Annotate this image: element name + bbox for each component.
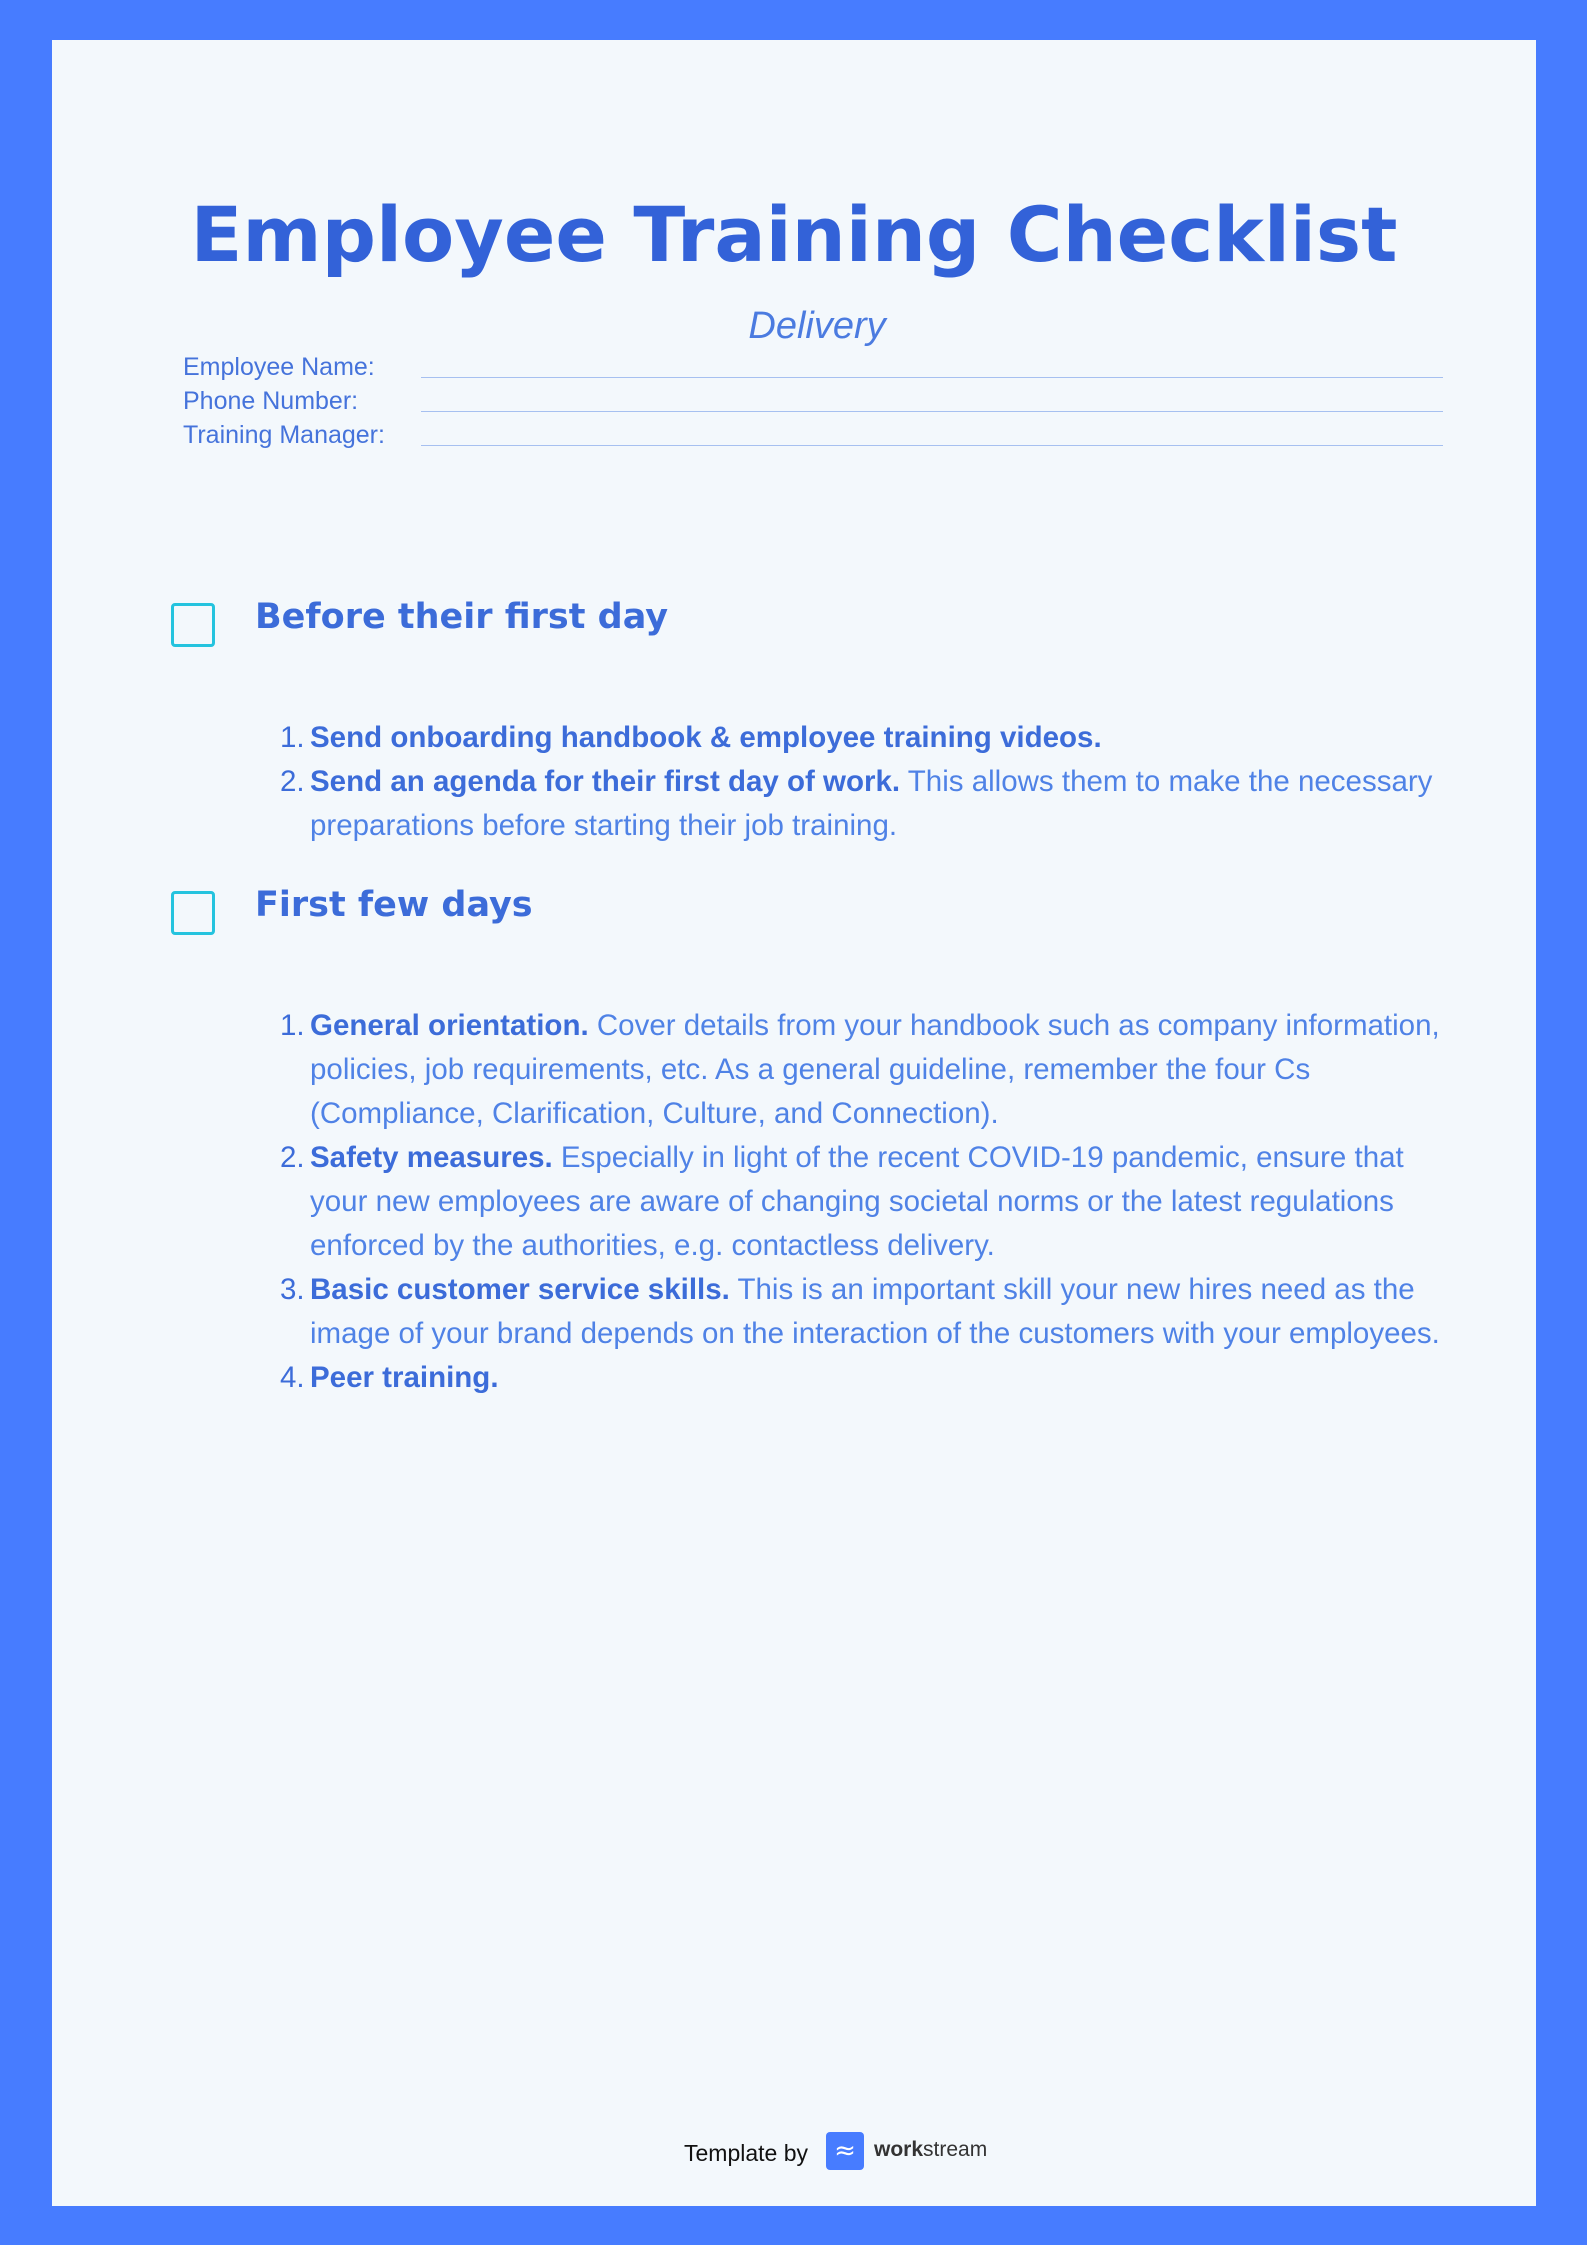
- section-title: Before their first day: [255, 597, 669, 637]
- page-subtitle: Delivery: [748, 305, 886, 347]
- list-item-bold: General orientation.: [310, 1009, 589, 1042]
- list-item-number: 4.: [280, 1361, 305, 1394]
- list-item-bold: Safety measures.: [310, 1141, 553, 1174]
- list-item-number: 2.: [280, 765, 305, 798]
- phone-number-field[interactable]: [183, 387, 1443, 421]
- document-page: [52, 40, 1536, 2206]
- training-manager-field[interactable]: [183, 421, 1443, 455]
- template-by-text: Template by: [684, 2140, 809, 2166]
- list-item: [280, 716, 1450, 760]
- list-item-text: Cover details from your handbook such as company information, policies, job requirements, etc. As a general guideline, remember the four Cs (Compliance, Clarification, Culture, and Connection).: [310, 1009, 1440, 1130]
- list-item-number: 2.: [280, 1141, 305, 1174]
- employee-name-line[interactable]: [421, 377, 1443, 378]
- list-item-number: 1.: [280, 1009, 305, 1042]
- list-item: [280, 1268, 1450, 1356]
- section-item-list: [280, 716, 1450, 848]
- list-item-bold: Peer training.: [310, 1361, 499, 1394]
- list-item: [280, 1356, 1450, 1400]
- workstream-brand[interactable]: [874, 2138, 987, 2162]
- list-item: [280, 1136, 1450, 1268]
- list-item: [280, 1004, 1450, 1136]
- list-item: [280, 760, 1450, 848]
- section-item-list: [280, 1004, 1450, 1400]
- list-item-text: This allows them to make the necessary preparations before starting their job training.: [310, 765, 1433, 842]
- list-item-bold: Send onboarding handbook & employee training videos.: [310, 721, 1102, 754]
- phone-number-label: Phone Number:: [183, 387, 359, 415]
- section-checkbox[interactable]: [171, 603, 215, 647]
- employee-name-label: Employee Name:: [183, 353, 375, 381]
- list-item-bold: Send an agenda for their first day of work.: [310, 765, 901, 798]
- page-title: Employee Training Checklist: [190, 190, 1398, 279]
- workstream-logo-icon[interactable]: ≈: [826, 2132, 864, 2170]
- section-checkbox[interactable]: [171, 891, 215, 935]
- list-item-text: Especially in light of the recent COVID-19 pandemic, ensure that your new employees are aware of changing societal norms or the latest regulations enforced by the authorities, e.g. contactless delivery.: [310, 1141, 1404, 1262]
- brand-rest: stream: [923, 2138, 988, 2161]
- list-item-number: 1.: [280, 721, 305, 754]
- list-item-bold: Basic customer service skills.: [310, 1273, 730, 1306]
- training-manager-label: Training Manager:: [183, 421, 385, 449]
- brand-bold: work: [874, 2138, 924, 2161]
- list-item-number: 3.: [280, 1273, 305, 1306]
- list-item-text: This is an important skill your new hires need as the image of your brand depends on the interaction of the customers with your employees.: [310, 1273, 1440, 1350]
- employee-name-field[interactable]: [183, 353, 1443, 387]
- phone-number-line[interactable]: [421, 411, 1443, 412]
- section-title: First few days: [255, 885, 533, 925]
- training-manager-line[interactable]: [421, 445, 1443, 446]
